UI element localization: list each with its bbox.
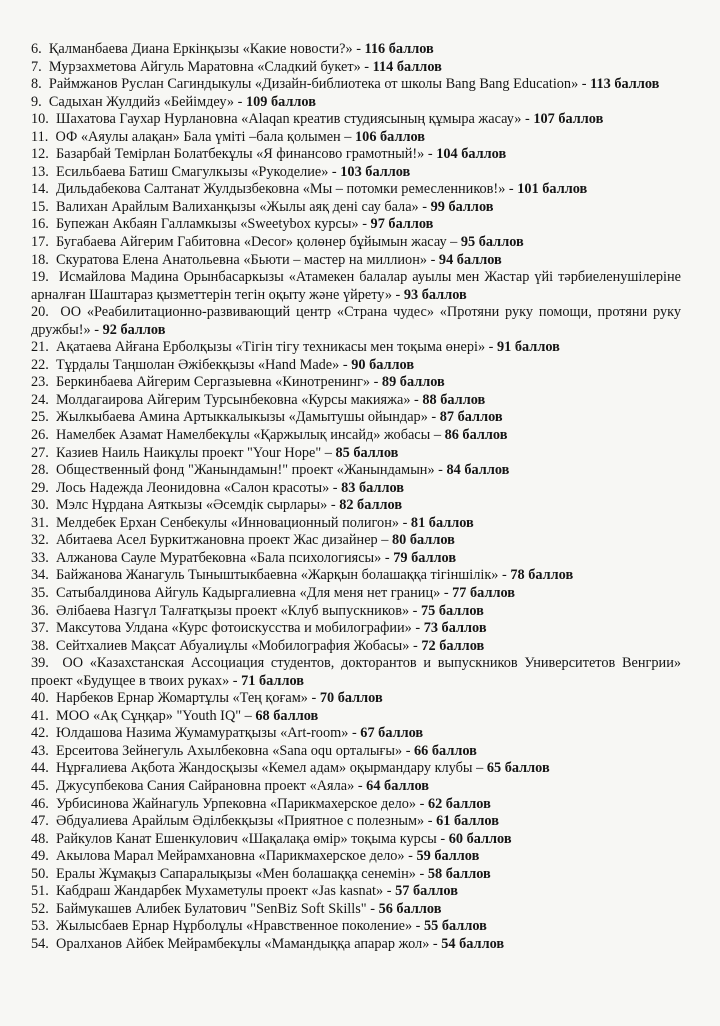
item-score: 71 баллов	[241, 672, 304, 689]
list-item	[31, 848, 681, 866]
item-number: 7.	[31, 58, 42, 75]
list-item	[31, 638, 681, 656]
item-score: 116 баллов	[364, 41, 434, 57]
item-description: Дильдабекова Салтанат Жулдызбековна «Мы – потомки ремесленников!» -	[56, 181, 518, 198]
item-description: Шахатова Гаухар Нурлановна «Alaqan креатив студиясының құмыра жасау» -	[56, 111, 534, 128]
list-item	[31, 392, 681, 410]
list-item	[31, 585, 681, 603]
item-score: 92 баллов	[102, 321, 166, 338]
item-score: 79 баллов	[393, 549, 457, 566]
list-item	[31, 129, 681, 147]
item-number: 22.	[31, 356, 49, 373]
list-item	[31, 216, 681, 234]
item-number: 51.	[31, 883, 49, 900]
list-item	[31, 409, 681, 427]
list-item	[31, 831, 681, 849]
item-score: 56 баллов	[378, 900, 442, 917]
list-item	[31, 708, 681, 726]
item-number: 48.	[31, 830, 49, 847]
list-item	[31, 146, 681, 164]
list-item	[31, 94, 681, 112]
item-description: Тұрдалы Таңшолан Әжібекқызы «Hand Made» -	[56, 356, 352, 373]
item-description: Әбдуалиева Арайлым Әділбекқызы «Приятное с полезным» -	[56, 813, 437, 830]
item-number: 34.	[31, 567, 49, 584]
list-item	[31, 59, 681, 77]
item-number: 25.	[31, 409, 49, 426]
item-score: 93 баллов	[403, 286, 467, 303]
item-description: Молдагаирова Айгерим Турсынбековна «Курсы макияжа» -	[56, 391, 423, 408]
item-description: Беркинбаева Айгерим Сергазыевна «Кинотренинг» -	[56, 374, 382, 391]
item-description: Намелбек Азамат Намелбекұлы «Қаржылық инсайд» жобасы –	[56, 427, 445, 444]
item-score: 87 баллов	[439, 409, 503, 426]
item-score: 70 баллов	[319, 690, 383, 707]
item-score: 86 баллов	[444, 427, 508, 444]
item-description: Бупежан Акбаян Галламкызы «Sweetybox курсы» -	[56, 216, 371, 233]
list-item	[31, 374, 681, 392]
item-description: Нұрғалиева Ақбота Жандосқызы «Кемел адам» оқырмандару клубы –	[56, 760, 487, 777]
item-number: 44.	[31, 760, 49, 777]
list-item	[31, 725, 681, 743]
results-list	[31, 41, 681, 953]
list-item	[31, 655, 681, 690]
item-description: Исмайлова Мадина Орынбасаркызы «Атамекен балалар ауылы мен Жастар үйі тәрбиеленушілеріне арналған Шаштараз қызметтерін тегін оқыту және үйрету» -	[31, 269, 681, 303]
item-score: 101 баллов	[517, 181, 588, 198]
list-item	[31, 936, 681, 954]
item-description: Ақатаева Айғана Ерболқызы «Тігін тігу техникасы мен тоқыма өнері» -	[56, 339, 498, 356]
item-description: Казиев Наиль Наикұлы проект "Your Hope" –	[56, 444, 336, 461]
item-description: Оралханов Айбек Мейрамбекұлы «Мамандыққа апарар жол» -	[56, 935, 442, 952]
item-score: 72 баллов	[421, 637, 485, 654]
item-description: Жылысбаев Ернар Нұрболұлы «Нравственное поколение» -	[56, 918, 425, 935]
list-item	[31, 883, 681, 901]
item-number: 31.	[31, 514, 49, 531]
item-score: 60 баллов	[448, 830, 512, 847]
list-item	[31, 532, 681, 550]
list-item	[31, 866, 681, 884]
item-score: 62 баллов	[427, 795, 491, 812]
list-item	[31, 199, 681, 217]
item-score: 99 баллов	[430, 198, 494, 215]
list-item	[31, 603, 681, 621]
item-number: 6.	[31, 41, 42, 57]
item-description: Юлдашова Назима Жумамуратқызы «Art-room» -	[56, 725, 361, 742]
item-description: ОФ «Аяулы алақан» Бала үміті –бала қолымен –	[55, 128, 356, 145]
item-score: 57 баллов	[395, 883, 458, 900]
list-item	[31, 304, 681, 339]
item-score: 104 баллов	[436, 146, 507, 163]
item-description: Мурзахметова Айгуль Маратовна «Сладкий букет» -	[48, 58, 373, 75]
item-score: 83 баллов	[341, 479, 404, 496]
item-number: 43.	[31, 742, 49, 759]
item-score: 68 баллов	[255, 707, 319, 724]
list-item	[31, 252, 681, 270]
list-item	[31, 462, 681, 480]
item-score: 103 баллов	[340, 163, 411, 180]
item-number: 8.	[31, 76, 42, 93]
item-number: 16.	[31, 216, 49, 233]
item-description: Абитаева Асел Буркитжановна проект Жас дизайнер –	[56, 532, 392, 549]
list-item	[31, 111, 681, 129]
item-number: 36.	[31, 602, 49, 619]
item-score: 82 баллов	[339, 497, 403, 514]
item-number: 19.	[31, 269, 49, 286]
item-description: Байжанова Жанагуль Тыныштыкбаевна «Жарқын болашаққа тігіншілік» -	[56, 567, 511, 584]
item-number: 40.	[31, 690, 49, 707]
list-item	[31, 760, 681, 778]
item-number: 46.	[31, 795, 49, 812]
item-description: Мэлс Нұрдана Аяткызы «Әсемдік сырлары» -	[56, 497, 340, 514]
item-number: 18.	[31, 251, 49, 268]
item-description: Бугабаева Айгерим Габитовна «Decor» қолөнер бұйымын жасау –	[56, 234, 461, 251]
item-description: Кабдраш Жандарбек Мухаметулы проект «Jas kasnat» -	[56, 883, 396, 900]
item-description: Қалманбаева Диана Еркінқызы «Какие новости?» -	[48, 41, 365, 57]
item-description: Максутова Улдана «Курс фотоискусства и мобилографии» -	[56, 620, 424, 637]
item-score: 81 баллов	[410, 514, 474, 531]
item-description: Нарбеков Ернар Жомартұлы «Тең қоғам» -	[56, 690, 320, 707]
item-number: 27.	[31, 444, 49, 461]
item-score: 54 баллов	[441, 935, 505, 952]
item-score: 106 баллов	[355, 128, 426, 145]
list-item	[31, 550, 681, 568]
item-score: 66 баллов	[414, 742, 477, 759]
item-score: 107 баллов	[533, 111, 604, 128]
item-description: Алжанова Сауле Муратбековна «Бала психологиясы» -	[56, 549, 394, 566]
list-item	[31, 41, 681, 59]
item-score: 114 баллов	[372, 58, 442, 75]
item-number: 9.	[31, 93, 42, 110]
list-item	[31, 357, 681, 375]
item-number: 10.	[31, 111, 49, 128]
list-item	[31, 901, 681, 919]
item-score: 75 баллов	[421, 602, 484, 619]
list-item	[31, 620, 681, 638]
item-description: ОО «Реабилитационно-развивающий центр «Страна чудес» «Протяни руку помощи, протяни руку дружбы!» -	[31, 304, 681, 338]
item-score: 58 баллов	[427, 865, 491, 882]
item-description: Скуратова Елена Анатольевна «Бьюти – мастер на миллион» -	[56, 251, 439, 268]
list-item	[31, 480, 681, 498]
item-number: 32.	[31, 532, 49, 549]
item-score: 97 баллов	[370, 216, 434, 233]
list-item	[31, 234, 681, 252]
item-score: 90 баллов	[351, 356, 415, 373]
item-description: Әлібаева Назгүл Талғатқызы проект «Клуб выпускников» -	[56, 602, 421, 619]
item-score: 113 баллов	[590, 76, 660, 93]
list-item	[31, 813, 681, 831]
item-number: 20.	[31, 304, 49, 321]
item-number: 15.	[31, 198, 49, 215]
list-item	[31, 567, 681, 585]
item-description: Есильбаева Батиш Смагулкызы «Рукоделие» -	[56, 163, 341, 180]
item-number: 35.	[31, 584, 49, 601]
item-description: ОО «Казахстанская Ассоциация студентов, докторантов и выпускников Университетов Венгрии» проект «Будущее в твоих руках» -	[31, 655, 681, 689]
item-description: Джусупбекова Сания Сайрановна проект «Аяла» -	[56, 777, 367, 794]
item-number: 45.	[31, 777, 49, 794]
item-description: Ерсеитова Зейнегуль Ахылбековна «Sana oqu орталығы» -	[56, 742, 415, 759]
list-item	[31, 743, 681, 761]
item-description: Лось Надежда Леонидовна «Салон красоты» -	[56, 479, 342, 496]
list-item	[31, 76, 681, 94]
item-number: 11.	[31, 128, 49, 145]
item-number: 47.	[31, 813, 49, 830]
item-score: 80 баллов	[392, 532, 455, 549]
item-number: 29.	[31, 479, 49, 496]
item-score: 67 баллов	[360, 725, 424, 742]
item-number: 49.	[31, 848, 49, 865]
item-number: 28.	[31, 462, 49, 479]
item-number: 26.	[31, 427, 49, 444]
item-number: 53.	[31, 918, 49, 935]
list-item	[31, 918, 681, 936]
item-description: Раймжанов Руслан Сагиндыкулы «Дизайн-библиотека от школы Bang Bang Education» -	[48, 76, 591, 93]
item-number: 30.	[31, 497, 49, 514]
item-number: 41.	[31, 707, 49, 724]
item-number: 52.	[31, 900, 49, 917]
item-score: 84 баллов	[446, 462, 510, 479]
item-number: 17.	[31, 234, 49, 251]
item-description: Базарбай Темірлан Болатбекұлы «Я финансово грамотный!» -	[56, 146, 437, 163]
item-score: 89 баллов	[381, 374, 445, 391]
item-description: Ералы Жұмақыз Сапаралықызы «Мен болашаққа сенемін» -	[56, 865, 428, 882]
item-description: Баймукашев Алибек Булатович "SenBiz Soft Skills" -	[56, 900, 379, 917]
item-description: Валихан Арайлым Валиханқызы «Жылы аяқ дені сау бала» -	[56, 198, 431, 215]
item-score: 91 баллов	[497, 339, 560, 356]
item-description: Акылова Марал Мейрамхановна «Парикмахерское дело» -	[56, 848, 417, 865]
item-score: 61 баллов	[436, 813, 499, 830]
list-item	[31, 690, 681, 708]
item-number: 12.	[31, 146, 49, 163]
list-item	[31, 164, 681, 182]
item-number: 21.	[31, 339, 49, 356]
list-item	[31, 427, 681, 445]
item-score: 64 баллов	[366, 777, 430, 794]
item-description: Сатыбалдинова Айгуль Кадыргалиевна «Для меня нет границ» -	[56, 584, 453, 601]
item-score: 55 баллов	[424, 918, 487, 935]
item-number: 13.	[31, 163, 49, 180]
list-item	[31, 181, 681, 199]
item-description: Райкулов Канат Ешенкулович «Шақалақа өмір» тоқыма курсы -	[56, 830, 449, 847]
item-description: Сейтхалиев Мақсат Абуалиұлы «Мобилография Жобасы» -	[56, 637, 422, 654]
item-number: 42.	[31, 725, 49, 742]
item-score: 85 баллов	[335, 444, 399, 461]
item-score: 73 баллов	[423, 620, 487, 637]
item-score: 65 баллов	[486, 760, 550, 777]
item-number: 50.	[31, 865, 49, 882]
list-item	[31, 497, 681, 515]
item-score: 77 баллов	[452, 584, 516, 601]
item-description: Садыхан Жулдийз «Бейімдеу» -	[48, 93, 246, 110]
item-number: 54.	[31, 935, 49, 952]
item-score: 78 баллов	[510, 567, 574, 584]
item-number: 38.	[31, 637, 49, 654]
item-number: 37.	[31, 620, 49, 637]
item-score: 88 баллов	[422, 391, 486, 408]
list-item	[31, 269, 681, 304]
item-score: 95 баллов	[460, 234, 524, 251]
item-number: 24.	[31, 391, 49, 408]
item-score: 59 баллов	[416, 848, 480, 865]
list-item	[31, 515, 681, 533]
item-number: 33.	[31, 549, 49, 566]
item-number: 23.	[31, 374, 49, 391]
list-item	[31, 445, 681, 463]
item-score: 109 баллов	[245, 93, 316, 110]
item-description: Мелдебек Ерхан Сенбекулы «Инновационный полигон» -	[56, 514, 411, 531]
item-description: МОО «Ақ Сұңқар» "Youth IQ" –	[56, 707, 256, 724]
list-item	[31, 796, 681, 814]
item-description: Общественный фонд "Жанындамын!" проект «Жанындамын» -	[56, 462, 447, 479]
list-item	[31, 339, 681, 357]
item-score: 94 баллов	[438, 251, 502, 268]
item-description: Жылкыбаева Амина Артыккалыкызы «Дамытушы ойындар» -	[56, 409, 440, 426]
item-description: Урбисинова Жайнагуль Урпековна «Парикмахерское дело» -	[56, 795, 428, 812]
list-item	[31, 778, 681, 796]
item-number: 39.	[31, 655, 49, 672]
item-number: 14.	[31, 181, 49, 198]
